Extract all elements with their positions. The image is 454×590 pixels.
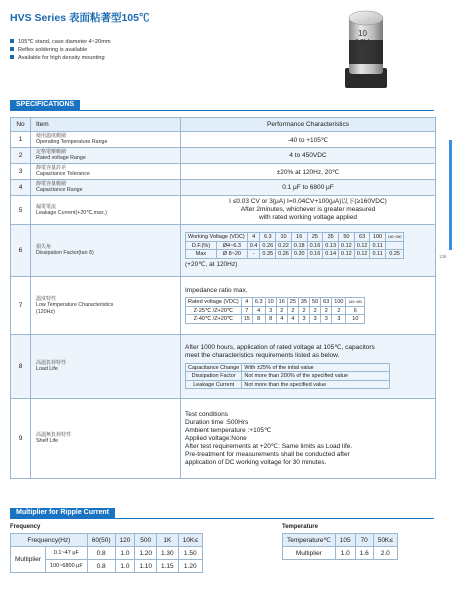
table-row: 7 溫度特性 Low Temperature Characteristics (120Hz) Impedance ratio max. Rated voltage (VDC) 4 6.3 10 16 25 35 50 63 100 160~450 Z-25℃ /Z+20℃ 7 4 3 2 2 2 2 2 2 6 Z-40℃ /Z+20℃ 15 8 8 4 4 3 3 3 3 10 [11, 277, 436, 335]
feature-item: Available for high density mounting [10, 54, 111, 62]
load-life-table: Capacitance Change With ±25% of the intial value Dissipation Factor Not more than 200% of the specified value Leakage Current Not more than the specified value [185, 363, 390, 390]
bullet-icon [10, 47, 14, 51]
temperature-multiplier-table: Temperature℃ 105 70 50K≤ Multiplier 1.0 1.6 2.0 [282, 533, 398, 560]
impedance-title: Impedance ratio max. [185, 287, 248, 295]
table-row: 4 靜電容量範圍 Capacitance Range 0.1 μF to 6800 μF [11, 180, 436, 196]
table-row: 9 高溫無負荷特性 Shelf Life Test conditions Duration time :500Hrs Ambient temperature :+105℃ Applied voltage:None After test requirements at +20℃: Same limits as Load life. Pre-treatment for measurements shall be conducted after application of DC working voltage for 30 minutes. [11, 399, 436, 479]
section-divider [10, 518, 434, 519]
bullet-icon [10, 39, 14, 43]
df-table: Working Voltage (VDC) 4 6.3 10 16 25 35 50 63 100 160~450 D.F.(%) Ø4~6.3 0.4 0.26 0.22 0.18 0.16 0.13 0.12 0.12 0.11 Max Ø 8~20 - 0.35 0.26 0.20 0.16 0.14 0.12 0.12 0.11 0.25 [185, 232, 404, 259]
specifications-table [10, 117, 436, 479]
frequency-multiplier-table: Frequency(Hz) 60(50) 120 500 1K 10K≤ Multiplier 0.1~47 μF 0.8 1.0 1.20 1.30 1.50 100~6800 μF 0.8 1.0 1.10 1.15 1.20 [10, 533, 203, 573]
df-note: (+20℃, at 120Hz) [185, 260, 238, 268]
specifications-header: SPECIFICATIONS [10, 100, 80, 110]
table-row: 5 漏電電流 Leakage Current(+20℃,max.) I ≤0.03 CV or 3(μA) I=0.04CV+100(μA)以下(≥160VDC) After 2minutes, whichever is greater measured with rated working voltage applied [11, 196, 436, 225]
frequency-label: Frequency [10, 524, 41, 530]
feature-item: Reflex soldering is available [10, 46, 111, 54]
temperature-label: Temperature [282, 524, 318, 530]
series-name: HVS Series [10, 12, 67, 24]
capacitor-image [340, 6, 392, 94]
table-row: 1 使用溫度範圍 Operating Temperature Range -40 to +105℃ [11, 132, 436, 148]
feature-list [10, 38, 111, 62]
capacitor-value: 10 [358, 29, 367, 38]
col-header-perf: Performance Characteristics [181, 118, 436, 132]
table-row: 3 靜電容量許差 Capacitance Tolerance ±20% at 120Hz, 20℃ [11, 164, 436, 180]
col-header-item: Item [31, 118, 181, 132]
capacitor-voltage: 16V [355, 38, 370, 47]
table-row: 2 定格電壓範圍 Rated voltage Range 4 to 450VDC [11, 148, 436, 164]
table-row: 8 高溫負荷特性 Load Life After 1000 hours, application of rated voltage at 105℃, capacitors meet the characteristics requirements listed as below. Capacitance Change With ±25% of the intial value Dissipation Factor Not more than 200% of the specified value Leakage Current Not more than the specified value [11, 335, 436, 399]
table-row: 6 損失角 Dissipation Factor(tan δ) Working Voltage (VDC) 4 6.3 10 16 25 35 50 63 100 160~450 D.F.(%) Ø4~6.3 0.4 0.26 0.22 0.18 0.16 0.13 0.12 0.12 0.11 Max Ø 8~20 - 0.35 0.26 0.20 0.16 0.14 0.12 0.12 0.11 0.25 (+20℃, at 120Hz) [11, 225, 436, 277]
feature-item: 105℃ stand, case diameter 4~20mm [10, 38, 111, 46]
series-type: 表面粘著型105℃ [68, 12, 150, 24]
section-divider [10, 110, 434, 111]
page-title [10, 10, 150, 25]
side-accent-bar [449, 140, 452, 250]
page-number: 136 [439, 254, 447, 259]
multiplier-header: Multiplier for Ripple Current [10, 508, 115, 518]
col-header-no: No [11, 118, 31, 132]
bullet-icon [10, 55, 14, 59]
impedance-table: Rated voltage (VDC) 4 6.3 10 16 25 35 50 63 100 160~450 Z-25℃ /Z+20℃ 7 4 3 2 2 2 2 2 2 6 Z-40℃ /Z+20℃ 15 8 8 4 4 3 3 3 3 10 [185, 297, 365, 324]
